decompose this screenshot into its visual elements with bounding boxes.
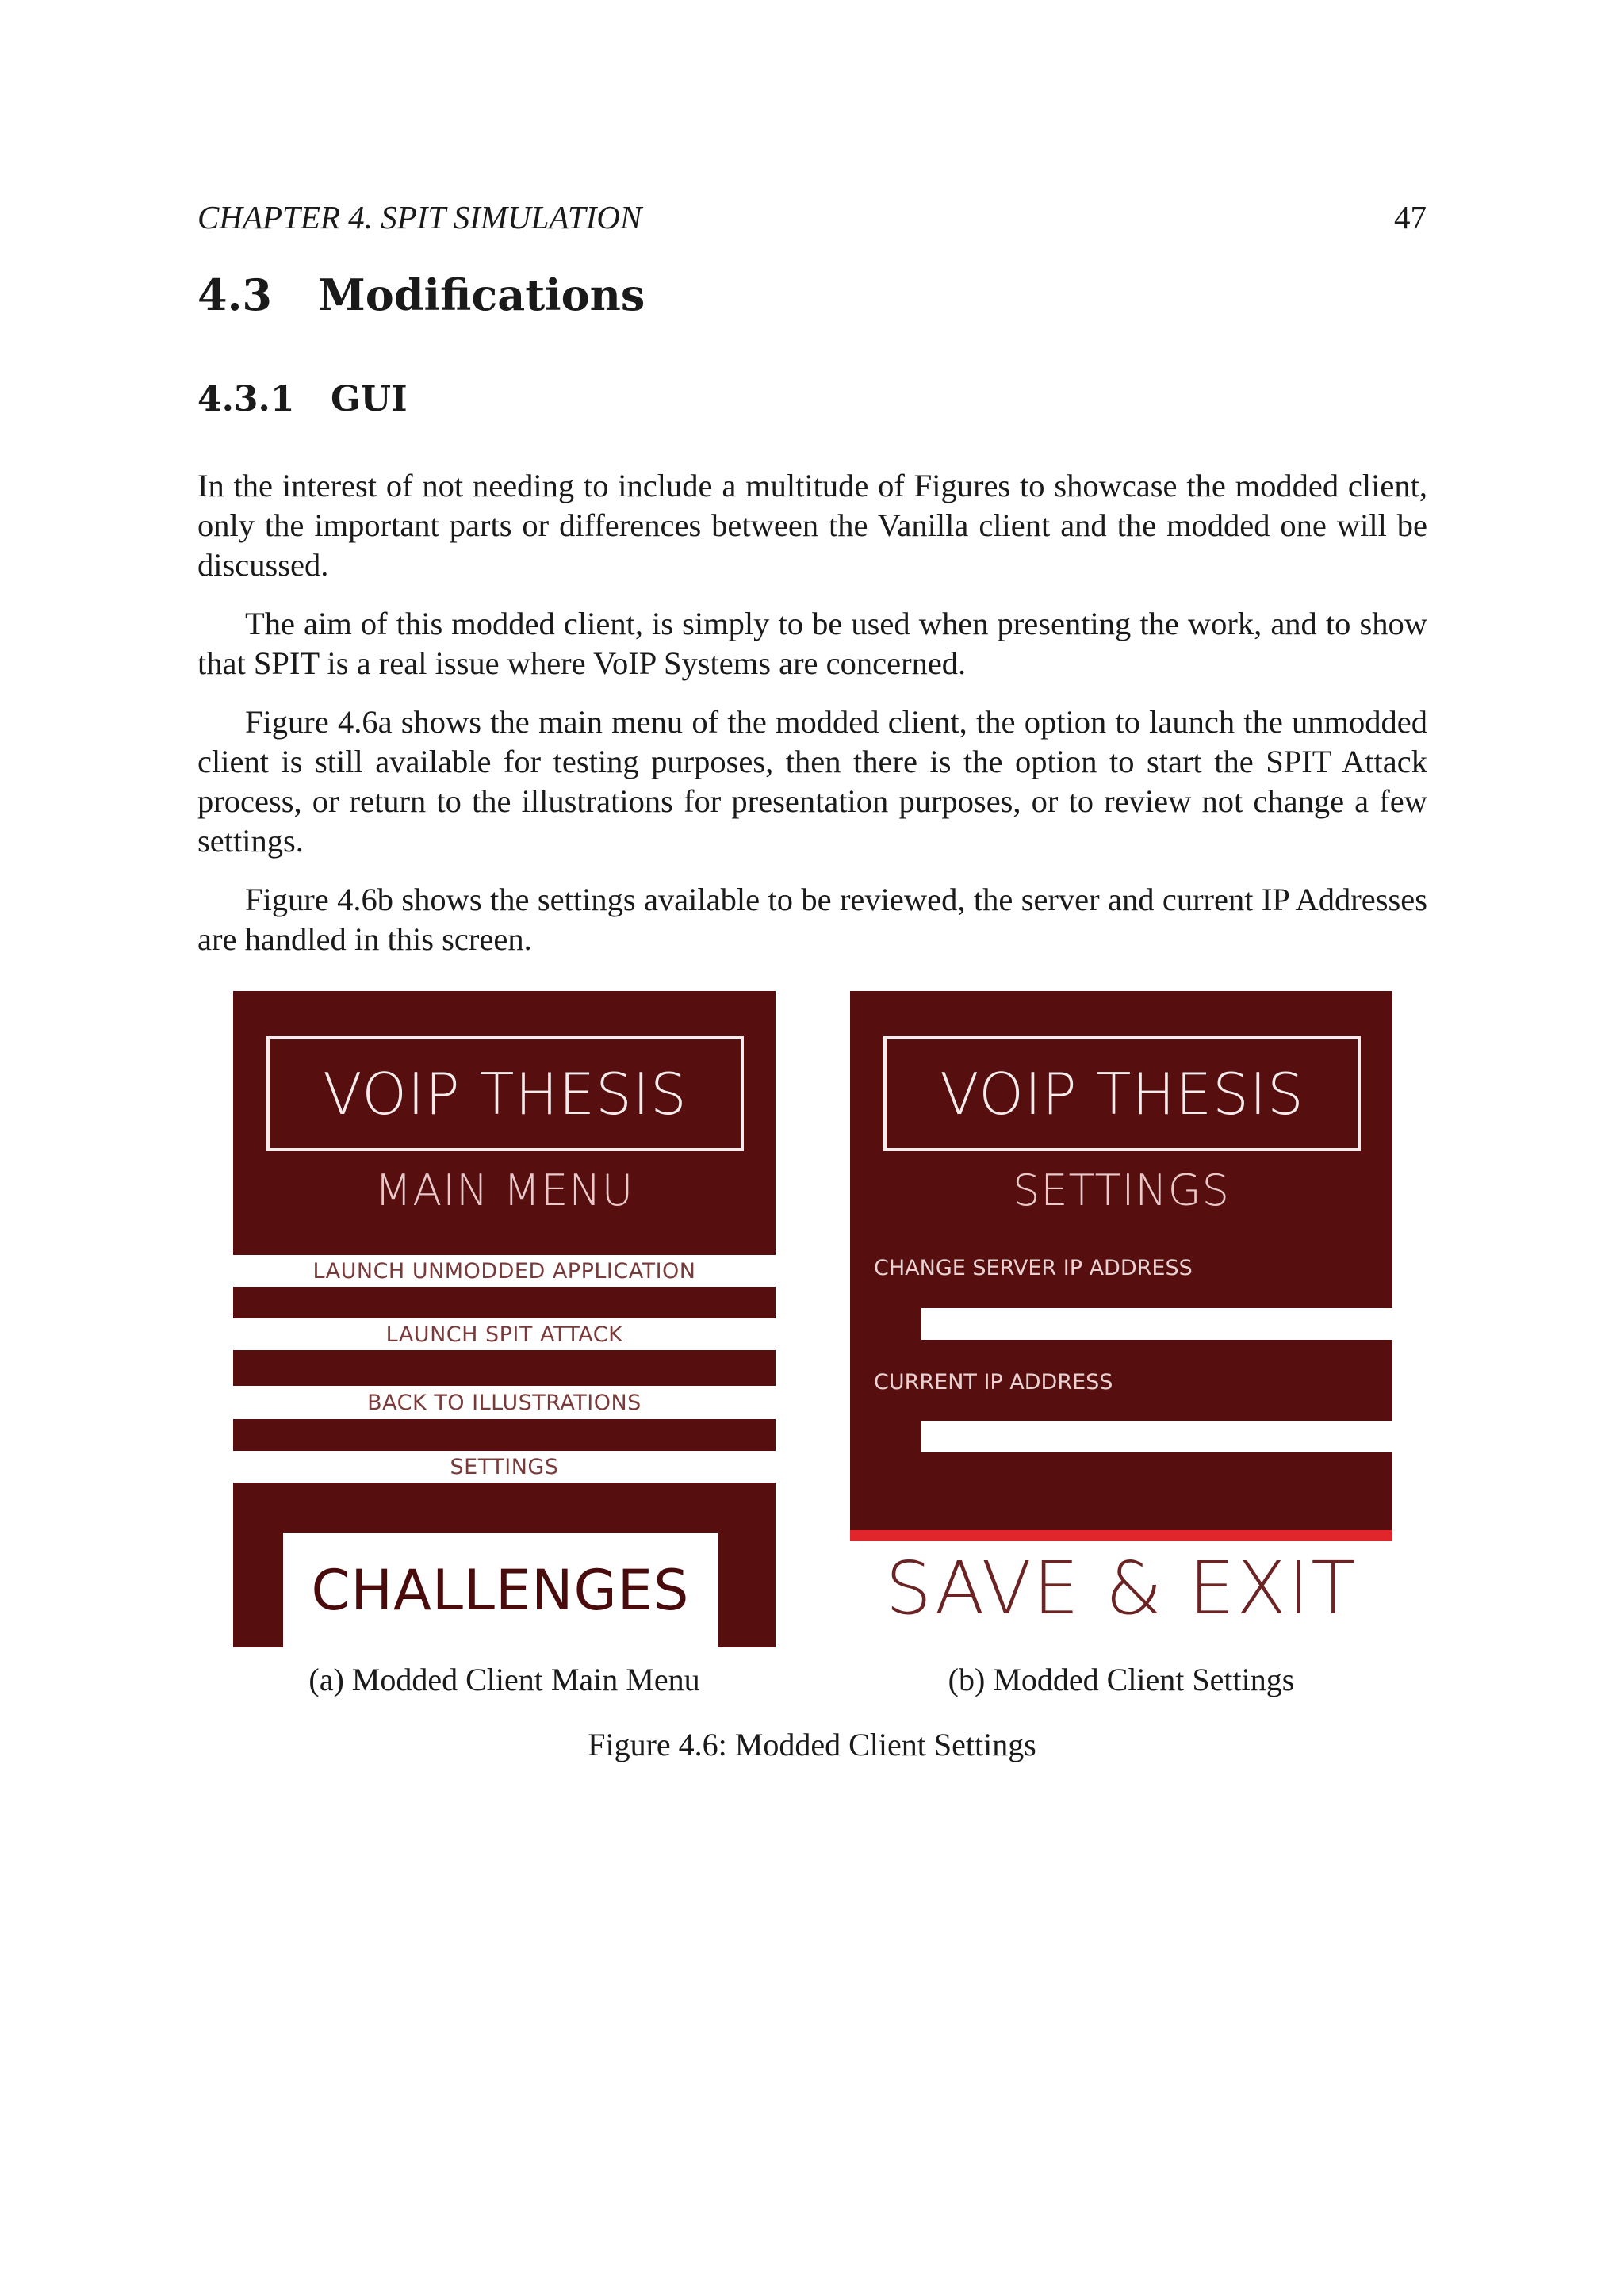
main-menu-heading: MAIN MENU (374, 1165, 634, 1215)
section-heading (197, 270, 645, 320)
subcaption-a: (a) Modded Client Main Menu (308, 1662, 700, 1697)
app-title-box: VOIP THESIS (266, 1036, 744, 1151)
paragraph-intro: In the interest of not needing to include a multitude of Figures to showcase the modded client, only the important parts or differences between the Vanilla client and the modded one will be discussed. (197, 468, 1427, 583)
section-title: Modifications (318, 270, 645, 320)
app-title-box: VOIP THESIS (883, 1036, 1361, 1151)
paragraph-settings: Figure 4.6b shows the settings available to be reviewed, the server and current IP Addresses are handled in this screen. (197, 882, 1427, 957)
settings-screenshot (850, 991, 1392, 1541)
subsection-number: 4.3.1 (197, 379, 295, 419)
subsection-title: GUI (331, 379, 408, 419)
section-number: 4.3 (197, 270, 272, 320)
running-header (197, 198, 1427, 236)
save-exit-button[interactable]: SAVE & EXIT (885, 1546, 1358, 1631)
challenges-button[interactable]: CHALLENGES (283, 1533, 718, 1647)
figure-caption: Figure 4.6: Modded Client Settings (588, 1727, 1036, 1762)
chapter-title: CHAPTER 4. SPIT SIMULATION (197, 199, 642, 235)
subcaption-b: (b) Modded Client Settings (948, 1662, 1295, 1697)
paragraph-aim: The aim of this modded client, is simply to be used when presenting the work, and to show that SPIT is a real issue where VoIP Systems are concerned. (197, 606, 1427, 681)
main-menu-screenshot (233, 991, 776, 1647)
current-ip-input[interactable] (921, 1421, 1392, 1452)
settings-heading: SETTINGS (1013, 1165, 1230, 1215)
paragraph-main-menu: Figure 4.6a shows the main menu of the modded client, the option to launch the unmodded client is still available for testing purposes, then there is the option to start the SPIT Attack process, or return to the illustrations for presentation purposes, or to review not change a few settings. (197, 704, 1427, 859)
server-ip-input[interactable] (921, 1308, 1392, 1340)
settings-button[interactable]: SETTINGS (233, 1451, 776, 1483)
server-ip-label: CHANGE SERVER IP ADDRESS (874, 1256, 1193, 1280)
page-number: 47 (1394, 199, 1427, 235)
subsection-heading (197, 379, 408, 419)
back-to-illustrations-button[interactable]: BACK TO ILLUSTRATIONS (233, 1386, 776, 1419)
current-ip-label: CURRENT IP ADDRESS (874, 1370, 1113, 1395)
launch-unmodded-button[interactable]: LAUNCH UNMODDED APPLICATION (233, 1255, 776, 1287)
launch-spit-attack-button[interactable]: LAUNCH SPIT ATTACK (233, 1318, 776, 1350)
accent-divider (850, 1530, 1392, 1541)
